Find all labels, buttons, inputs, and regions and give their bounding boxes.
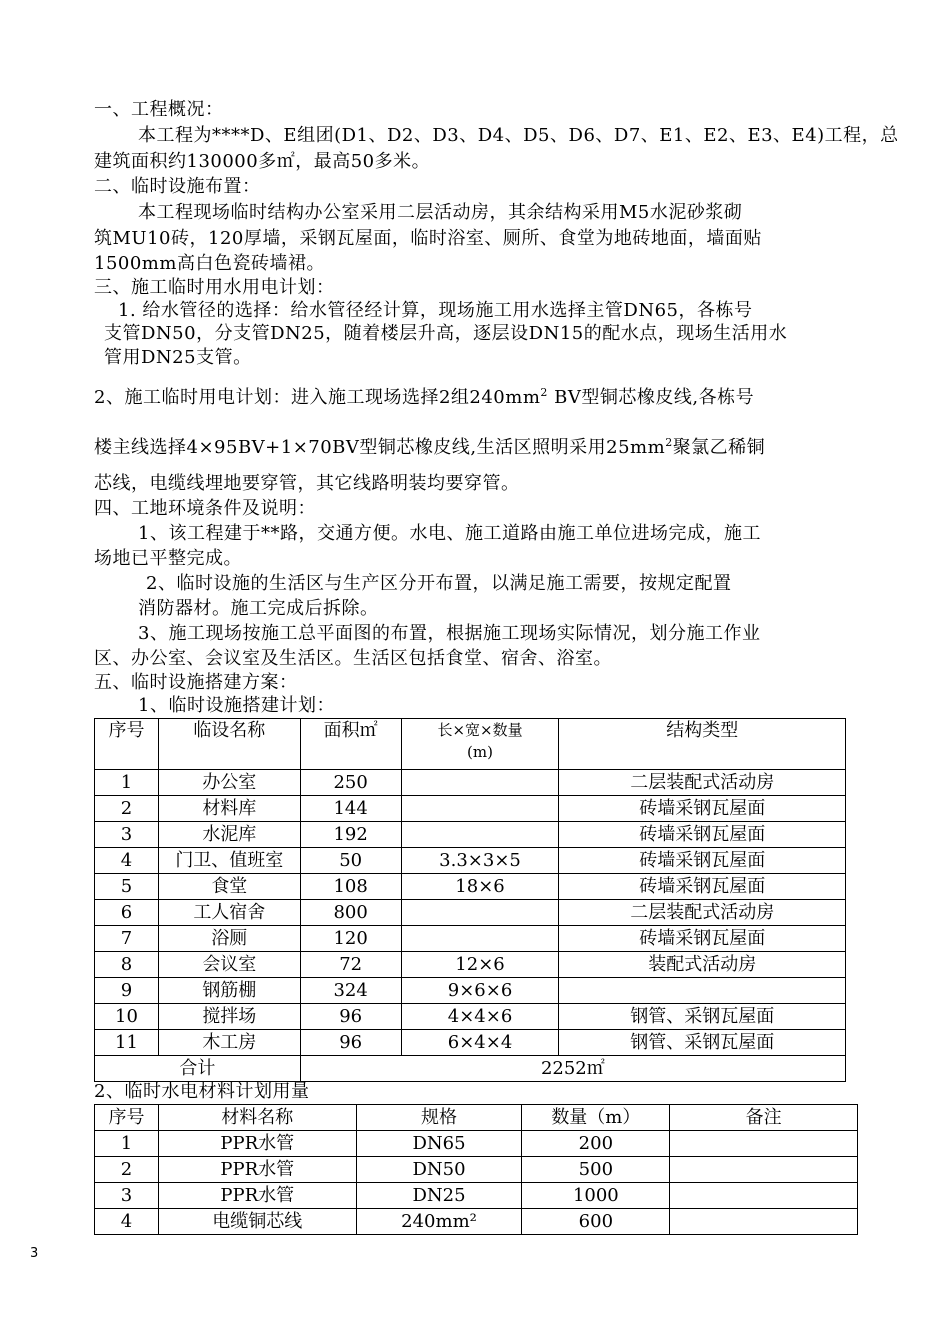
- table-cell: 192: [300, 822, 401, 848]
- paragraph-line: 管用DN25支管。: [104, 347, 252, 368]
- table-row: [95, 978, 846, 1004]
- table-cell: 50: [300, 848, 401, 874]
- text-span: 聚氯乙稀铜: [672, 437, 766, 458]
- table-cell: DN25: [356, 1183, 522, 1209]
- table-cell: 材料库: [158, 796, 300, 822]
- table-cell: 4: [95, 1209, 159, 1235]
- table-total-row: [95, 1056, 846, 1082]
- table-cell: [401, 926, 559, 952]
- table-cell: 500: [522, 1157, 670, 1183]
- table-cell: 钢管、采钢瓦屋面: [559, 1004, 846, 1030]
- table-cell: 96: [300, 1004, 401, 1030]
- header-cell: 规格: [356, 1105, 522, 1131]
- page-number: 3: [30, 1246, 39, 1261]
- header-cell: 临设名称: [158, 719, 300, 770]
- table-cell: 会议室: [158, 952, 300, 978]
- section-heading-4: 四、工地环境条件及说明：: [94, 498, 316, 519]
- table-row: [95, 848, 846, 874]
- header-cell-dimensions: [401, 719, 559, 770]
- paragraph-line: 筑MU10砖，120厚墙，采钢瓦屋面，临时浴室、厕所、食堂为地砖地面，墙面贴: [94, 228, 762, 249]
- table-cell: 2: [95, 796, 159, 822]
- table-cell: [401, 822, 559, 848]
- table-cell: 7: [95, 926, 159, 952]
- paragraph-line: 支管DN50，分支管DN25，随着楼层升高，逐层设DN15的配水点，现场生活用水: [104, 323, 788, 344]
- paragraph-line: 1500mm高白色瓷砖墙裙。: [94, 253, 325, 274]
- table-row: [95, 1004, 846, 1030]
- table-cell: 3.3×3×5: [401, 848, 559, 874]
- paragraph-line: 消防器材。施工完成后拆除。: [138, 598, 379, 619]
- header-cell: 序号: [95, 1105, 159, 1131]
- materials-table: [94, 1104, 858, 1235]
- subheading-2: 2、临时水电材料计划用量: [94, 1081, 310, 1102]
- table-cell: 18×6: [401, 874, 559, 900]
- table-cell: 装配式活动房: [559, 952, 846, 978]
- paragraph-line: 建筑面积约130000多㎡，最高50多米。: [94, 151, 431, 172]
- table-cell: 6×4×4: [401, 1030, 559, 1056]
- table-cell: 搅拌场: [158, 1004, 300, 1030]
- table-cell: 砖墙采钢瓦屋面: [559, 848, 846, 874]
- table-cell: 10: [95, 1004, 159, 1030]
- total-value-cell: 2252㎡: [300, 1056, 845, 1082]
- table-cell: 240mm²: [356, 1209, 522, 1235]
- table-cell: 工人宿舍: [158, 900, 300, 926]
- table-cell: [670, 1131, 858, 1157]
- table-cell: 2: [95, 1157, 159, 1183]
- text-span: 2、施工临时用电计划：进入施工现场选择2组240mm: [94, 387, 541, 408]
- table-cell: 1: [95, 770, 159, 796]
- table-cell: [670, 1157, 858, 1183]
- section-heading-3: 三、施工临时用水用电计划：: [94, 277, 335, 298]
- paragraph-line: 场地已平整完成。: [94, 548, 242, 569]
- paragraph-line: 区、办公室、会议室及生活区。生活区包括食堂、宿舍、浴室。: [94, 648, 612, 669]
- header-text: 长×宽×数量: [437, 721, 523, 739]
- header-cell: 备注: [670, 1105, 858, 1131]
- header-cell: 材料名称: [158, 1105, 356, 1131]
- table-cell: 电缆铜芯线: [158, 1209, 356, 1235]
- section-heading-2: 二、临时设施布置：: [94, 176, 261, 197]
- table-cell: 5: [95, 874, 159, 900]
- facilities-table: [94, 718, 846, 1082]
- table-cell: [401, 900, 559, 926]
- table-row: [95, 874, 846, 900]
- table-cell: 食堂: [158, 874, 300, 900]
- paragraph-line-power-plan: [94, 386, 754, 410]
- superscript: 2: [665, 436, 673, 449]
- paragraph-line: 2、临时设施的生活区与生产区分开布置，以满足施工需要，按规定配置: [146, 573, 732, 594]
- section-heading-5: 五、临时设施搭建方案：: [94, 672, 298, 693]
- table-row: [95, 796, 846, 822]
- table-cell: 4×4×6: [401, 1004, 559, 1030]
- table-row: [95, 1131, 858, 1157]
- paragraph-line: 本工程为****D、E组团(D1、D2、D3、D4、D5、D6、D7、E1、E2、E3、E4)工程，总: [138, 125, 899, 146]
- table-cell: 砖墙采钢瓦屋面: [559, 822, 846, 848]
- table-cell: 木工房: [158, 1030, 300, 1056]
- header-cell: 数量（m）: [522, 1105, 670, 1131]
- table-row: [95, 822, 846, 848]
- table-row: [95, 1030, 846, 1056]
- table-cell: PPR水管: [158, 1183, 356, 1209]
- table-cell: 砖墙采钢瓦屋面: [559, 796, 846, 822]
- table-cell: 3: [95, 822, 159, 848]
- table-row: [95, 1157, 858, 1183]
- header-unit: (m): [467, 743, 493, 761]
- table-cell: 200: [522, 1131, 670, 1157]
- table-cell: 砖墙采钢瓦屋面: [559, 926, 846, 952]
- table-cell: 1000: [522, 1183, 670, 1209]
- table-cell: 浴厕: [158, 926, 300, 952]
- table-cell: 二层装配式活动房: [559, 900, 846, 926]
- paragraph-line: 芯线，电缆线埋地要穿管，其它线路明装均要穿管。: [94, 473, 520, 494]
- table-row: [95, 770, 846, 796]
- table-cell: 144: [300, 796, 401, 822]
- paragraph-line: 1、该工程建于**路，交通方便。水电、施工道路由施工单位进场完成，施工: [138, 523, 761, 544]
- table-cell: 800: [300, 900, 401, 926]
- paragraph-line: 3、施工现场按施工总平面图的布置，根据施工现场实际情况，划分施工作业: [138, 623, 761, 644]
- table-cell: [670, 1183, 858, 1209]
- table-cell: 办公室: [158, 770, 300, 796]
- text-span: BV型铜芯橡皮线,各栋号: [547, 387, 755, 408]
- table-cell: DN65: [356, 1131, 522, 1157]
- table-cell: 3: [95, 1183, 159, 1209]
- superscript: 2: [540, 386, 548, 399]
- table-cell: 8: [95, 952, 159, 978]
- paragraph-line: 1. 给水管径的选择：给水管径经计算，现场施工用水选择主管DN65，各栋号: [118, 300, 753, 321]
- table-cell: 96: [300, 1030, 401, 1056]
- table-cell: PPR水管: [158, 1157, 356, 1183]
- header-cell: 序号: [95, 719, 159, 770]
- subheading-1: 1、临时设施搭建计划：: [138, 695, 335, 716]
- table-cell: 钢筋棚: [158, 978, 300, 1004]
- header-cell: 结构类型: [559, 719, 846, 770]
- table-cell: 11: [95, 1030, 159, 1056]
- table-cell: PPR水管: [158, 1131, 356, 1157]
- text-span: 楼主线选择4×95BV+1×70BV型铜芯橡皮线,生活区照明采用25mm: [94, 437, 666, 458]
- table-cell: 72: [300, 952, 401, 978]
- paragraph-line: [94, 436, 765, 460]
- table-cell: [401, 796, 559, 822]
- table-cell: 门卫、值班室: [158, 848, 300, 874]
- table-cell: 6: [95, 900, 159, 926]
- table-cell: 250: [300, 770, 401, 796]
- table-row: [95, 1183, 858, 1209]
- total-label-cell: 合计: [95, 1056, 301, 1082]
- table-row: [95, 952, 846, 978]
- table-cell: 4: [95, 848, 159, 874]
- table-cell: [559, 978, 846, 1004]
- table-cell: 600: [522, 1209, 670, 1235]
- section-heading-1: 一、工程概况：: [94, 99, 224, 120]
- table-cell: 水泥库: [158, 822, 300, 848]
- table-cell: DN50: [356, 1157, 522, 1183]
- table-cell: 108: [300, 874, 401, 900]
- table-cell: 9: [95, 978, 159, 1004]
- table-row: [95, 900, 846, 926]
- table-cell: 9×6×6: [401, 978, 559, 1004]
- table-cell: [670, 1209, 858, 1235]
- table-cell: 324: [300, 978, 401, 1004]
- table-header-row: [95, 719, 846, 770]
- header-cell: 面积㎡: [300, 719, 401, 770]
- paragraph-line: 本工程现场临时结构办公室采用二层活动房，其余结构采用M5水泥砂浆砌: [138, 202, 743, 223]
- table-cell: 1: [95, 1131, 159, 1157]
- table-row: [95, 926, 846, 952]
- table-cell: 120: [300, 926, 401, 952]
- table-header-row: [95, 1105, 858, 1131]
- table-cell: 12×6: [401, 952, 559, 978]
- table-row: [95, 1209, 858, 1235]
- table-cell: 二层装配式活动房: [559, 770, 846, 796]
- table-cell: 砖墙采钢瓦屋面: [559, 874, 846, 900]
- table-cell: [401, 770, 559, 796]
- table-cell: 钢管、采钢瓦屋面: [559, 1030, 846, 1056]
